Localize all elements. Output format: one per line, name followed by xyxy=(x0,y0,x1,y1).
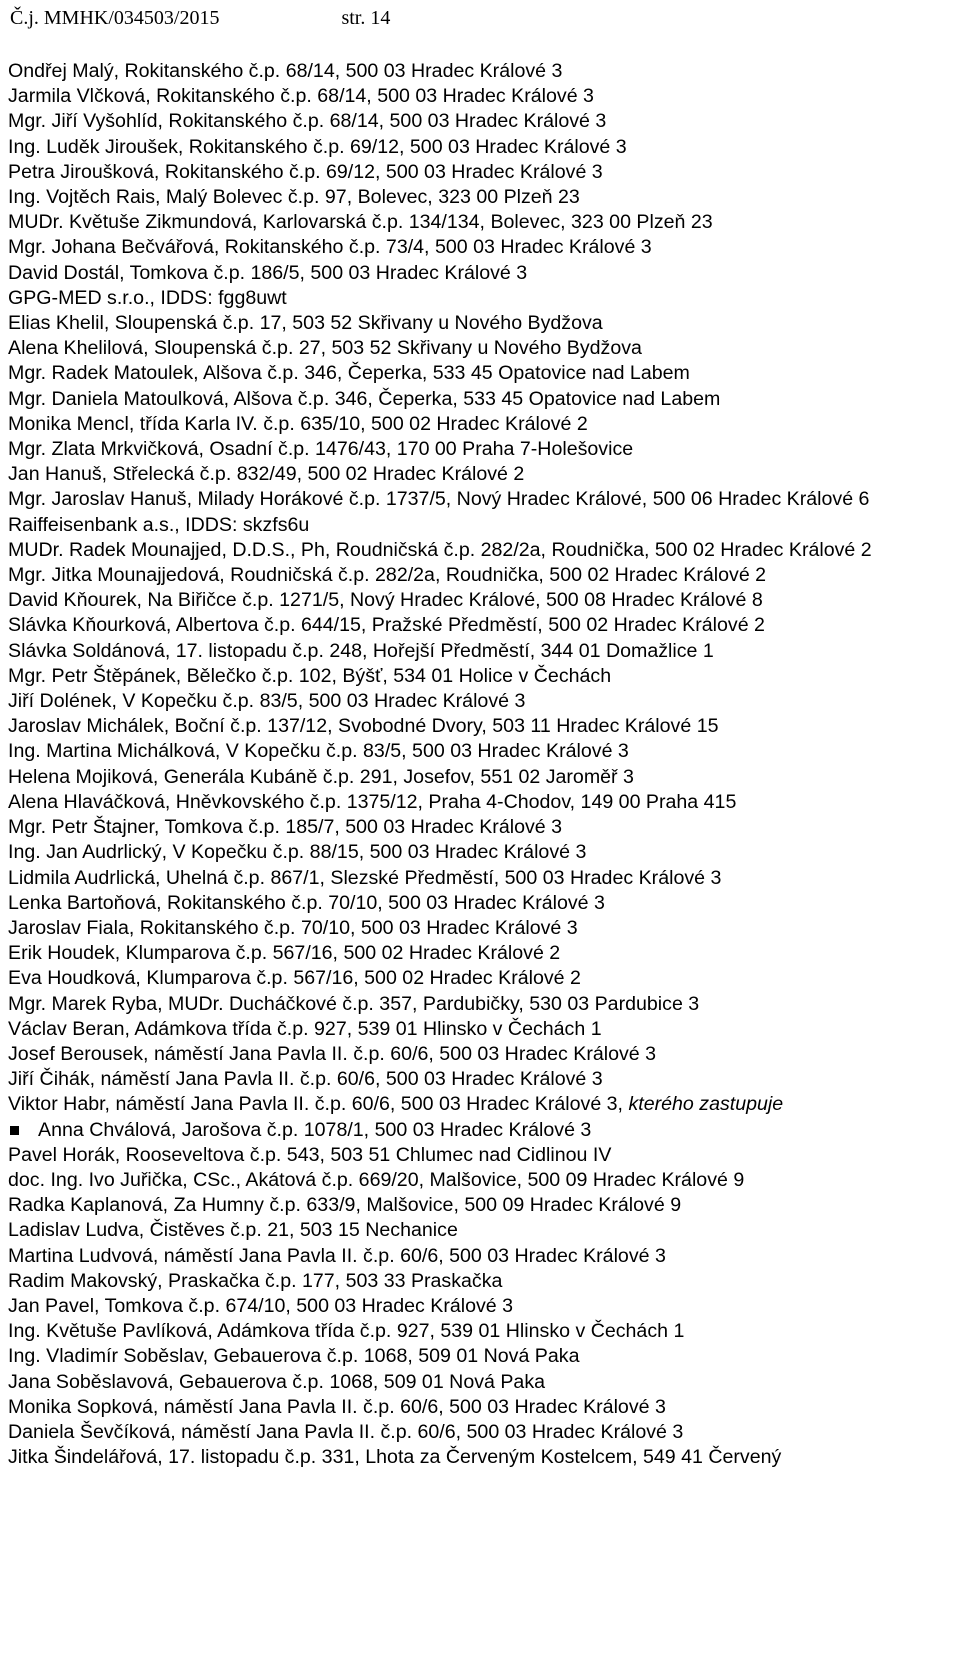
list-item: Mgr. Jaroslav Hanuš, Milady Horákové č.p. 1737/5, Nový Hradec Králové, 500 06 Hradec Králové 6 xyxy=(8,488,870,511)
list-item: Ing. Martina Michálková, V Kopečku č.p. 83/5, 500 03 Hradec Králové 3 xyxy=(8,740,629,763)
list-item: Jan Hanuš, Střelecká č.p. 832/49, 500 02 Hradec Králové 2 xyxy=(8,463,525,486)
list-item: Daniela Ševčíková, náměstí Jana Pavla II. č.p. 60/6, 500 03 Hradec Králové 3 xyxy=(8,1420,684,1443)
list-item: Ondřej Malý, Rokitanského č.p. 68/14, 500 03 Hradec Králové 3 xyxy=(8,60,563,82)
list-item: Radim Makovský, Praskačka č.p. 177, 503 33 Praskačka xyxy=(8,1269,503,1292)
list-item: Ing. Květuše Pavlíková, Adámkova třída č.p. 927, 539 01 Hlinsko v Čechách 1 xyxy=(8,1320,685,1343)
representation-note: kterého zastupuje xyxy=(628,1093,784,1116)
list-item: MUDr. Radek Mounajjed, D.D.S., Ph, Roudničská č.p. 282/2a, Roudnička, 500 02 Hradec Králové 2 xyxy=(8,538,872,561)
list-item: Elias Khelil, Sloupenská č.p. 17, 503 52 Skřivany u Nového Bydžova xyxy=(8,312,603,335)
list-item: Jiří Dolének, V Kopečku č.p. 83/5, 500 03 Hradec Králové 3 xyxy=(8,690,526,713)
page-header xyxy=(10,6,910,30)
list-item: Mgr. Jitka Mounajjedová, Roudničská č.p. 282/2a, Roudnička, 500 02 Hradec Králové 2 xyxy=(8,564,767,587)
list-item: Mgr. Petr Štěpánek, Bělečko č.p. 102, Býšť, 534 01 Holice v Čechách xyxy=(8,664,612,687)
list-item: Slávka Kňourková, Albertova č.p. 644/15, Pražské Předměstí, 500 02 Hradec Králové 2 xyxy=(8,614,765,637)
list-item: Petra Jiroušková, Rokitanského č.p. 69/12, 500 03 Hradec Králové 3 xyxy=(8,160,603,183)
list-item-partial: Jitka Šindelářová, 17. listopadu č.p. 331, Lhota za Červeným Kostelcem, 549 41 Červený xyxy=(8,1446,782,1469)
list-item: Eva Houdková, Klumparova č.p. 567/16, 500 02 Hradec Králové 2 xyxy=(8,967,581,990)
list-item: David Dostál, Tomkova č.p. 186/5, 500 03 Hradec Králové 3 xyxy=(8,261,528,284)
represented-list-item xyxy=(8,1092,940,1117)
list-item: Monika Mencl, třída Karla IV. č.p. 635/10, 500 02 Hradec Králové 2 xyxy=(8,412,588,435)
list-item: Radka Kaplanová, Za Humny č.p. 633/9, Malšovice, 500 09 Hradec Králové 9 xyxy=(8,1194,682,1217)
list-item: Mgr. Marek Ryba, MUDr. Ducháčkové č.p. 357, Pardubičky, 530 03 Pardubice 3 xyxy=(8,992,700,1015)
represented-party: Viktor Habr, náměstí Jana Pavla II. č.p. 60/6, 500 03 Hradec Králové 3, xyxy=(8,1093,624,1116)
list-item: doc. Ing. Ivo Juřička, CSc., Akátová č.p. 669/20, Malšovice, 500 09 Hradec Králové 9 xyxy=(8,1168,745,1191)
list-item: Mgr. Daniela Matoulková, Alšova č.p. 346, Čeperka, 533 45 Opatovice nad Labem xyxy=(8,387,721,410)
list-item: Jana Soběslavová, Gebauerova č.p. 1068, 509 01 Nová Paka xyxy=(8,1370,546,1393)
list-item: David Kňourek, Na Biřičce č.p. 1271/5, Nový Hradec Králové, 500 08 Hradec Králové 8 xyxy=(8,589,763,612)
list-item: Helena Mojiková, Generála Kubáně č.p. 291, Josefov, 551 02 Jaroměř 3 xyxy=(8,765,634,788)
square-bullet-icon xyxy=(10,1126,19,1135)
list-item: Ing. Vojtěch Rais, Malý Bolevec č.p. 97, Bolevec, 323 00 Plzeň 23 xyxy=(8,186,580,209)
list-item: Mgr. Zlata Mrkvičková, Osadní č.p. 1476/43, 170 00 Praha 7-Holešovice xyxy=(8,438,634,461)
list-item: Pavel Horák, Rooseveltova č.p. 543, 503 51 Chlumec nad Cidlinou IV xyxy=(8,1143,612,1166)
list-item: Ing. Vladimír Soběslav, Gebauerova č.p. 1068, 509 01 Nová Paka xyxy=(8,1345,580,1368)
list-item: Josef Berousek, náměstí Jana Pavla II. č.p. 60/6, 500 03 Hradec Králové 3 xyxy=(8,1042,657,1065)
list-item: Erik Houdek, Klumparova č.p. 567/16, 500 02 Hradec Králové 2 xyxy=(8,942,561,965)
document-reference: Č.j. MMHK/034503/2015 xyxy=(10,7,220,29)
list-item: Lidmila Audrlická, Uhelná č.p. 867/1, Slezské Předměstí, 500 03 Hradec Králové 3 xyxy=(8,866,722,889)
list-item: MUDr. Květuše Zikmundová, Karlovarská č.p. 134/134, Bolevec, 323 00 Plzeň 23 xyxy=(8,211,713,234)
list-item: Martina Ludvová, náměstí Jana Pavla II. č.p. 60/6, 500 03 Hradec Králové 3 xyxy=(8,1244,666,1267)
list-item: Lenka Bartoňová, Rokitanského č.p. 70/10, 500 03 Hradec Králové 3 xyxy=(8,891,605,914)
list-item: Jarmila Vlčková, Rokitanského č.p. 68/14, 500 03 Hradec Králové 3 xyxy=(8,85,594,108)
list-item: Ing. Luděk Jiroušek, Rokitanského č.p. 69/12, 500 03 Hradec Králové 3 xyxy=(8,135,627,158)
list-item: Václav Beran, Adámkova třída č.p. 927, 539 01 Hlinsko v Čechách 1 xyxy=(8,1017,602,1040)
list-item: Jan Pavel, Tomkova č.p. 674/10, 500 03 Hradec Králové 3 xyxy=(8,1294,514,1317)
list-item: Mgr. Petr Štajner, Tomkova č.p. 185/7, 500 03 Hradec Králové 3 xyxy=(8,816,563,839)
bullet-list-item xyxy=(8,1118,940,1143)
list-item: Jaroslav Fiala, Rokitanského č.p. 70/10, 500 03 Hradec Králové 3 xyxy=(8,916,578,939)
list-item: Alena Hlaváčková, Hněvkovského č.p. 1375/12, Praha 4-Chodov, 149 00 Praha 415 xyxy=(8,790,737,813)
list-item: Monika Sopková, náměstí Jana Pavla II. č.p. 60/6, 500 03 Hradec Králové 3 xyxy=(8,1395,666,1418)
list-item: Jiří Čihák, náměstí Jana Pavla II. č.p. 60/6, 500 03 Hradec Králové 3 xyxy=(8,1068,603,1091)
list-item: Mgr. Radek Matoulek, Alšova č.p. 346, Čeperka, 533 45 Opatovice nad Labem xyxy=(8,362,690,385)
bullet-item-text: Anna Chválová, Jarošova č.p. 1078/1, 500 03 Hradec Králové 3 xyxy=(38,1118,592,1141)
list-item: Alena Khelilová, Sloupenská č.p. 27, 503 52 Skřivany u Nového Bydžova xyxy=(8,337,642,360)
list-item: Mgr. Johana Bečvářová, Rokitanského č.p. 73/4, 500 03 Hradec Králové 3 xyxy=(8,236,652,259)
list-item: Ing. Jan Audrlický, V Kopečku č.p. 88/15, 500 03 Hradec Králové 3 xyxy=(8,841,587,864)
list-item: GPG-MED s.r.o., IDDS: fgg8uwt xyxy=(8,286,287,309)
list-item: Slávka Soldánová, 17. listopadu č.p. 248, Hořejší Předměstí, 344 01 Domažlice 1 xyxy=(8,639,714,662)
list-item: Raiffeisenbank a.s., IDDS: skzfs6u xyxy=(8,513,310,536)
page-number: str. 14 xyxy=(341,7,391,29)
address-list xyxy=(8,59,940,1470)
list-item: Mgr. Jiří Vyšohlíd, Rokitanského č.p. 68/14, 500 03 Hradec Králové 3 xyxy=(8,110,607,133)
list-item: Ladislav Ludva, Čistěves č.p. 21, 503 15 Nechanice xyxy=(8,1219,458,1242)
list-item: Jaroslav Michálek, Boční č.p. 137/12, Svobodné Dvory, 503 11 Hradec Králové 15 xyxy=(8,715,719,738)
